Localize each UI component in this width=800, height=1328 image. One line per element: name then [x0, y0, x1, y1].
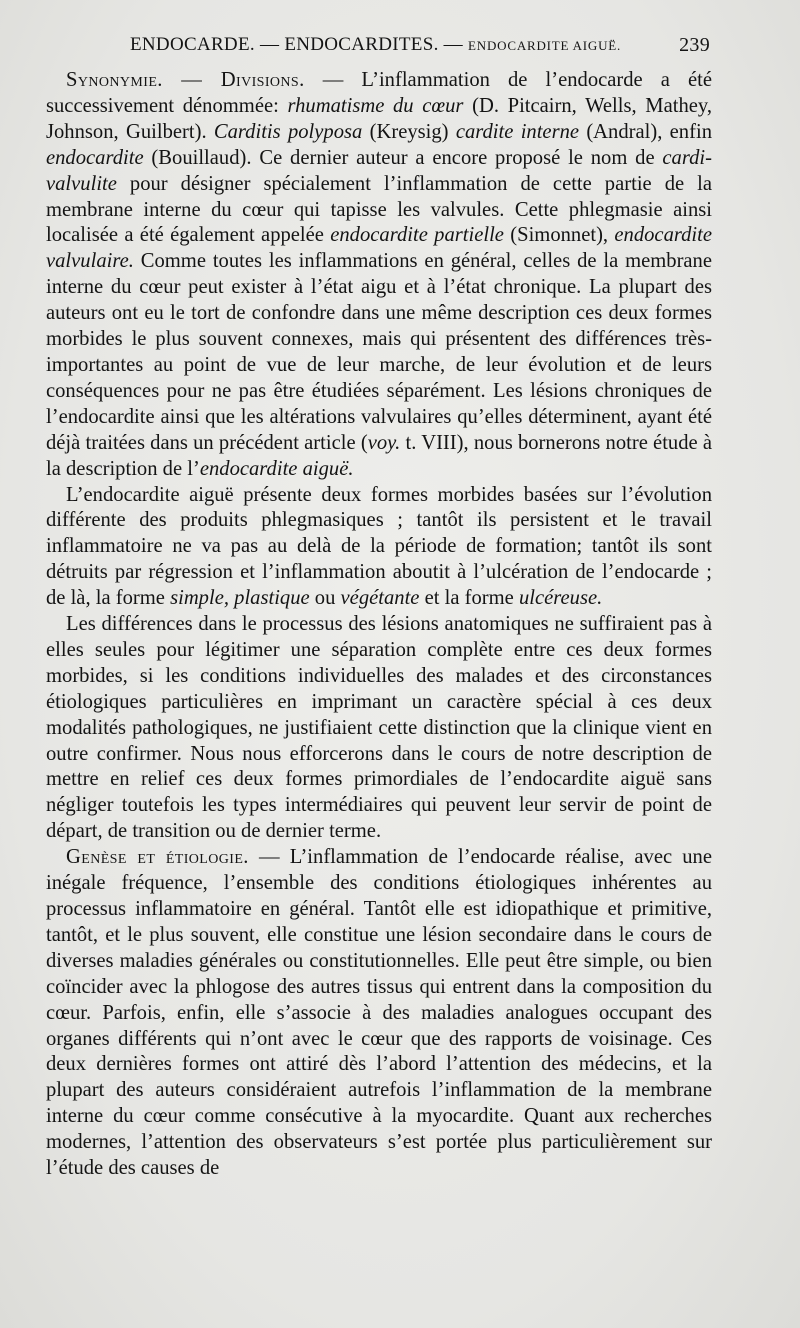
page-number: 239 — [679, 34, 710, 56]
running-head-sub: ENDOCARDITE AIGUË. — [468, 38, 622, 53]
page-header — [46, 34, 710, 62]
paragraph-differences: Les différences dans le processus des lésions anatomiques ne suffiraient pas à elles seules pour légitimer une séparation complète entre ces deux formes morbides, si les conditions individuelles des malades et des circonstances étiologiques particulières en imprimant un caractère spécial à ces deux modalités pathologiques, ne justifiaient cette distinction que la clinique vient en outre confirmer. Nous nous efforcerons dans le cours de notre description de mettre en relief ces deux formes primordiales de l’endocardite aiguë sans négliger toutefois les types intermédiaires qui peuvent leur servir de point de départ, de transition ou de dernier terme. — [46, 613, 712, 843]
paragraph-synonymie: Synonymie. — Divisions. — L’inflammation de l’endocarde a été successivement dénommée: rhumatisme du cœur (D. Pitcairn, Wells, Mathey, Johnson, Guilbert). Carditis polyposa (Kreysig) cardite interne (Andral), enfin endocardite (Bouillaud). Ce dernier auteur a encore proposé le nom de cardi-valvulite pour désigner spécialement l’inflammation de cette partie de la membrane interne du cœur qui tapisse les valvules. Cette phlegmasie ainsi localisée a été également appelée endocardite partielle (Simonnet), endocardite valvulaire. Comme toutes les inflammations en général, celles de la membrane interne du cœur peut exister à l’état aigu et à l’état chronique. La plupart des auteurs ont eu le tort de confondre dans une même description ces deux formes morbides le plus souvent connexes, mais qui présentent des différences très-importantes au point de vue de leur marche, de leur évolution et de leurs conséquences pour ne pas être étudiées séparément. Les lésions chroniques de l’endocardite ainsi que les altérations valvulaires qu’elles déterminent, ayant été déjà traitées dans un précédent article (voy. t. VIII), nous bornerons notre étude à la description de l’endocardite aiguë. — [46, 69, 713, 480]
paragraph-genese: Genèse et étiologie. — L’inflammation de l’endocarde réalise, avec une inégale fréquence, l’ensemble des conditions étiologiques inhérentes au processus inflammatoire en général. Tantôt elle est idiopathique et primitive, tantôt, et le plus souvent, elle constitue une lésion secondaire dans le cours de diverses maladies générales ou constitutionnelles. Elle peut être simple, ou bien coïncider avec la phlogose des autres tissus qui entrent dans la composition du cœur. Parfois, enfin, elle s’associe à des maladies analogues occupant des organes différents qui n’ont avec le cœur que des rapports de voisinage. Ces deux dernières formes ont attiré dès l’abord l’attention des médecins, et la plupart des auteurs considéraient autrefois l’inflammation de la membrane interne du cœur comme consécutive à la myocardite. Quant aux recherches modernes, l’attention des observateurs s’est portée plus particulièrement sur l’étude des causes de — [46, 846, 712, 1180]
section-lead-synonymie: Synonymie. — Divisions. — [66, 69, 305, 91]
running-head-main: ENDOCARDE. — ENDOCARDITES. — — [130, 34, 463, 55]
paragraph-formes: L’endocardite aiguë présente deux formes morbides basées sur l’évolution différente des produits phlegmasiques ; tantôt ils persistent et le travail inflammatoire ne va pas au delà de la période de formation; tantôt ils sont détruits par régression et l’inflammation aboutit à l’ulcération de l’endocarde ; de là, la forme simple, plastique ou végétante et la forme ulcéreuse. — [46, 483, 712, 610]
body-text — [46, 68, 712, 1182]
running-head — [130, 34, 621, 56]
section-lead-genese: Genèse et étiologie. — [66, 846, 249, 869]
